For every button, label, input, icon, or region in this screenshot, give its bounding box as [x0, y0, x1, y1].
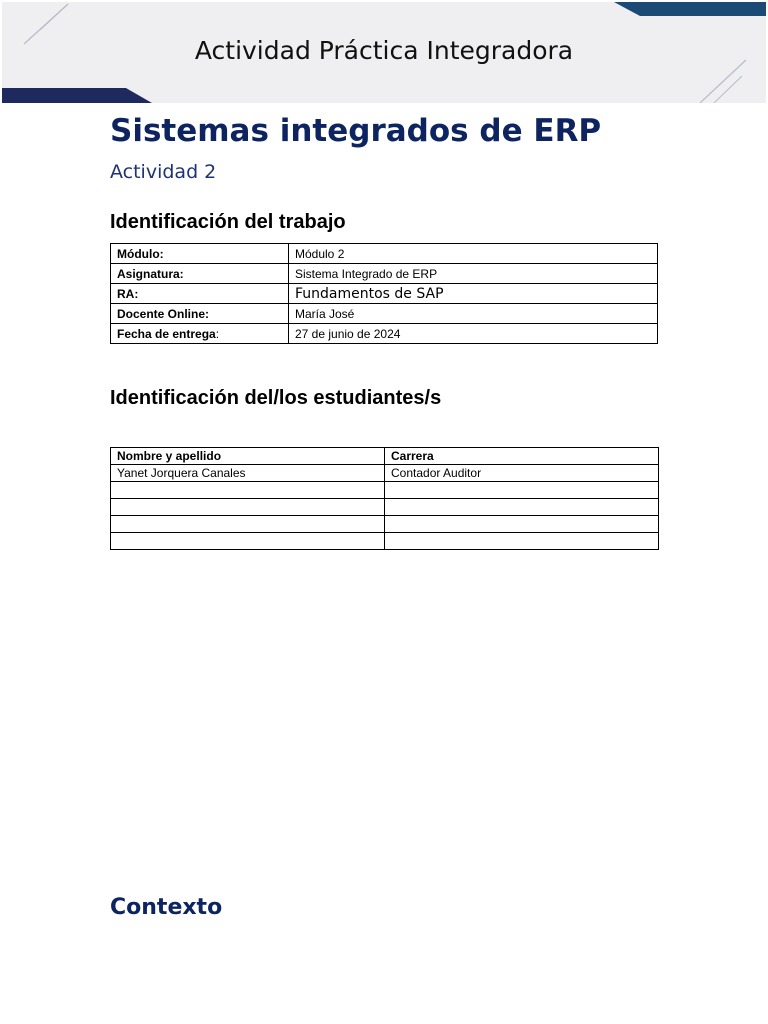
students-table: [110, 447, 659, 550]
student-name-cell: [111, 516, 385, 533]
student-career-cell: [385, 499, 659, 516]
row-value: Fundamentos de SAP: [289, 284, 658, 304]
student-career-cell: Contador Auditor: [385, 465, 659, 482]
row-label-colon: :: [215, 326, 220, 341]
document-subtitle: Actividad 2: [110, 161, 217, 183]
student-career-cell: [385, 516, 659, 533]
row-value: 27 de junio de 2024: [289, 324, 658, 344]
row-value: María José: [289, 304, 658, 324]
student-name-cell: [111, 482, 385, 499]
table-row: [111, 516, 659, 533]
row-label: Módulo:: [111, 244, 289, 264]
student-career-cell: [385, 482, 659, 499]
row-label: Asignatura:: [111, 264, 289, 284]
student-name-cell: [111, 533, 385, 550]
banner-title: Actividad Práctica Integradora: [194, 36, 574, 65]
row-label-text: Fecha de entrega: [117, 326, 216, 341]
row-value: Módulo 2: [289, 244, 658, 264]
table-row: [111, 284, 658, 304]
row-label: RA:: [111, 284, 289, 304]
row-value: Sistema Integrado de ERP: [289, 264, 658, 284]
work-identification-table: [110, 243, 658, 344]
table-row: [111, 465, 659, 482]
student-career-cell: [385, 533, 659, 550]
document-title: Sistemas integrados de ERP: [110, 113, 602, 149]
column-header-career: Carrera: [385, 448, 659, 465]
table-row: [111, 482, 659, 499]
students-identification-heading: Identificación del/los estudiantes/s: [110, 387, 442, 409]
student-name-cell: Yanet Jorquera Canales: [111, 465, 385, 482]
table-row: [111, 533, 659, 550]
row-label: [111, 324, 289, 344]
table-row: [111, 244, 658, 264]
table-row: [111, 324, 658, 344]
student-name-cell: [111, 499, 385, 516]
table-row: [111, 499, 659, 516]
work-identification-heading: Identificación del trabajo: [110, 211, 346, 233]
table-header-row: [111, 448, 659, 465]
table-row: [111, 304, 658, 324]
row-label: Docente Online:: [111, 304, 289, 324]
table-row: [111, 264, 658, 284]
column-header-name: Nombre y apellido: [111, 448, 385, 465]
header-banner: [2, 2, 766, 103]
context-heading: Contexto: [110, 895, 223, 920]
